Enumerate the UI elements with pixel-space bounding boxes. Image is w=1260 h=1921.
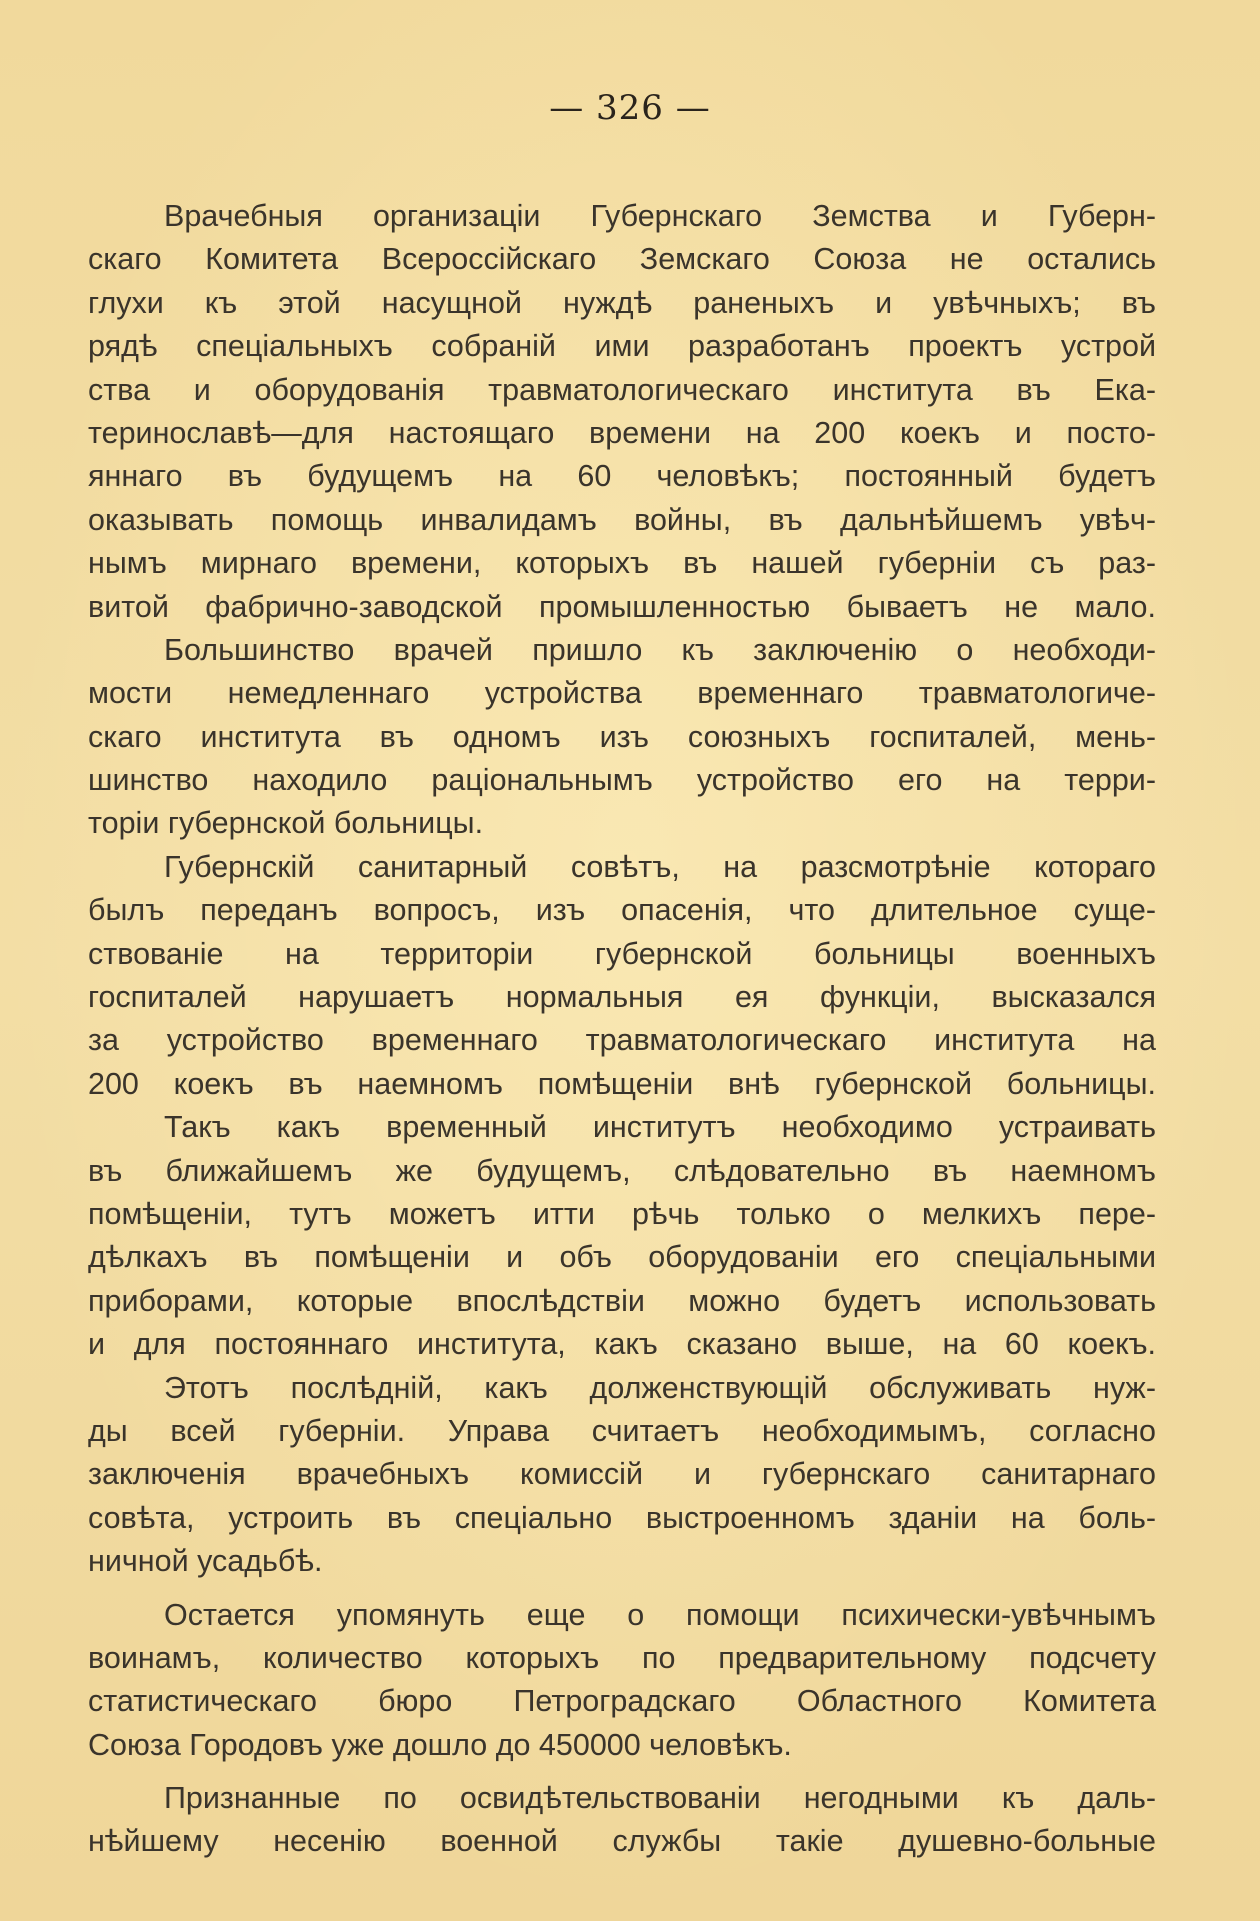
text-line: глухи къ этой насущной нуждѣ раненыхъ и увѣчныхъ; въ bbox=[88, 285, 1156, 320]
text-line: торіи губернской больницы. bbox=[88, 806, 484, 841]
text-line: оказывать помощь инвалидамъ войны, въ дальнѣйшемъ увѣч- bbox=[88, 502, 1156, 537]
text-line: нѣйшему несенію военной службы такіе душевно-больные bbox=[88, 1824, 1156, 1859]
text-line: Признанные по освидѣтельствованіи негодными къ даль- bbox=[164, 1781, 1156, 1816]
text-line: госпиталей нарушаетъ нормальныя ея функціи, высказался bbox=[88, 980, 1156, 1015]
paragraph-6 bbox=[88, 1594, 1156, 1768]
text-line: Большинство врачей пришло къ заключенію о необходи- bbox=[164, 632, 1156, 667]
page-number: — 326 — bbox=[549, 88, 711, 128]
text-line: Союза Городовъ уже дошло до 450000 человѣкъ. bbox=[88, 1727, 792, 1762]
body-text bbox=[88, 195, 1156, 1864]
text-line: ды всей губерніи. Управа считаетъ необходимымъ, согласно bbox=[88, 1413, 1156, 1448]
text-line: Этотъ послѣдній, какъ долженствующій обслуживать нуж- bbox=[164, 1370, 1156, 1405]
text-line: воинамъ, количество которыхъ по предварительному подсчету bbox=[88, 1640, 1156, 1675]
text-line: рядѣ спеціальныхъ собраній ими разработанъ проектъ устрой bbox=[88, 329, 1156, 364]
text-line: заключенія врачебныхъ комиссій и губернскаго санитарнаго bbox=[88, 1457, 1156, 1492]
text-line: 200 коекъ въ наемномъ помѣщеніи внѣ губернской больницы. bbox=[88, 1066, 1156, 1101]
text-line: ствованіе на территоріи губернской больницы военныхъ bbox=[88, 936, 1156, 971]
text-line: шинство находило раціональнымъ устройство его на терри- bbox=[88, 763, 1156, 798]
text-line: скаго Комитета Всероссійскаго Земскаго Союза не остались bbox=[88, 242, 1156, 277]
text-line: Губернскій санитарный совѣтъ, на разсмотрѣніе котораго bbox=[164, 849, 1156, 884]
text-line: нымъ мирнаго времени, которыхъ въ нашей губерніи съ раз- bbox=[88, 546, 1156, 581]
text-line: Врачебныя организаціи Губернскаго Земства и Губерн- bbox=[164, 199, 1156, 233]
paragraph-2 bbox=[88, 629, 1156, 846]
paragraph-7 bbox=[88, 1777, 1156, 1864]
paragraph-4 bbox=[88, 1106, 1156, 1366]
text-line: приборами, которые впослѣдствіи можно будетъ использовать bbox=[88, 1283, 1156, 1318]
text-line: Остается упомянуть еще о помощи психически-увѣчнымъ bbox=[164, 1597, 1156, 1632]
text-line: ства и оборудованія травматологическаго института въ Ека- bbox=[88, 372, 1156, 407]
text-line: мости немедленнаго устройства временнаго травматологиче- bbox=[88, 676, 1156, 711]
text-line: теринославѣ—для настоящаго времени на 200 коекъ и посто- bbox=[88, 415, 1156, 450]
text-line: за устройство временнаго травматологическаго института на bbox=[88, 1023, 1156, 1058]
paragraph-5 bbox=[88, 1367, 1156, 1584]
text-line: дѣлкахъ въ помѣщеніи и объ оборудованіи его спеціальными bbox=[88, 1240, 1156, 1275]
text-line: ничной усадьбѣ. bbox=[88, 1544, 323, 1579]
text-line: въ ближайшемъ же будущемъ, слѣдовательно въ наемномъ bbox=[88, 1153, 1156, 1188]
text-line: помѣщеніи, тутъ можетъ итти рѣчь только о мелкихъ пере- bbox=[88, 1196, 1156, 1231]
text-line: витой фабрично-заводской промышленностью бываетъ не мало. bbox=[88, 589, 1156, 624]
text-line: статистическаго бюро Петроградскаго Областного Комитета bbox=[88, 1684, 1156, 1719]
paragraph-1 bbox=[88, 195, 1156, 629]
text-line: былъ переданъ вопросъ, изъ опасенія, что длительное суще- bbox=[88, 893, 1156, 928]
text-line: и для постояннаго института, какъ сказано выше, на 60 коекъ. bbox=[88, 1327, 1156, 1362]
text-line: Такъ какъ временный институтъ необходимо устраивать bbox=[164, 1110, 1156, 1145]
paragraph-3 bbox=[88, 846, 1156, 1106]
text-line: яннаго въ будущемъ на 60 человѣкъ; постоянный будетъ bbox=[88, 459, 1156, 494]
text-line: скаго института въ одномъ изъ союзныхъ госпиталей, мень- bbox=[88, 719, 1156, 754]
text-line: совѣта, устроить въ спеціально выстроенномъ зданіи на боль- bbox=[88, 1500, 1156, 1535]
